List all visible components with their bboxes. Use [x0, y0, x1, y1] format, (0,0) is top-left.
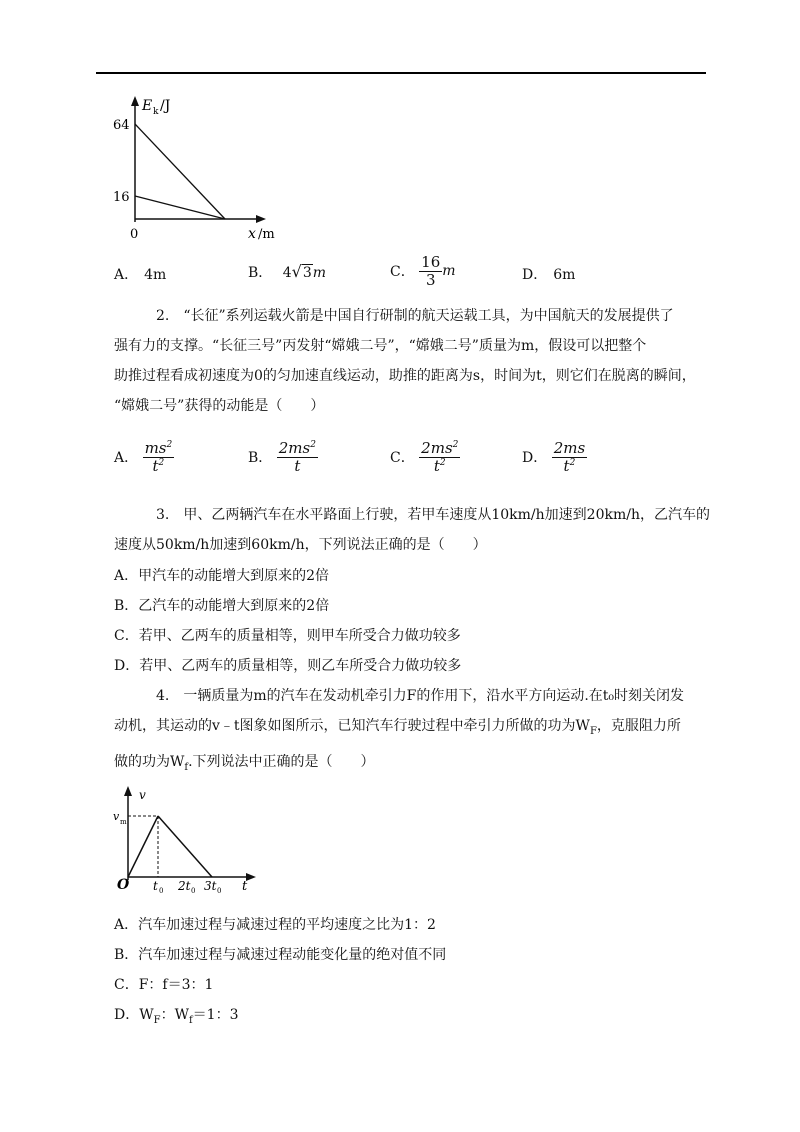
q4-origin: O — [117, 877, 130, 893]
q1-y-label: E — [142, 98, 153, 114]
q1-y-label-unit: /J — [160, 98, 171, 114]
q1-x-label: x — [248, 226, 256, 242]
q1-option-b: B． 4√3m — [248, 262, 327, 281]
q4-x-label: t — [242, 879, 248, 894]
q3-options — [114, 561, 714, 681]
q1-option-a: A． 4m — [114, 267, 167, 283]
q4-t0-label: t — [153, 879, 158, 893]
header-rule — [96, 72, 706, 74]
q4-vm-sub: m — [120, 818, 127, 826]
q4-v-t-graph — [110, 782, 270, 894]
q2-stem: 2. “长征”系列运载火箭是中国自行研制的航天运载工具，为中国航天的发展提供了 强有力的支撑。“长征三号”丙发射“嫦娥二号”，“嫦娥二号”质量为m，假设可以把整个 助推过程看成初速度为0的匀加速直线运动，助推的距离为s，时间为t，则它们在脱离的瞬间， “嫦娥二号”获得的动能是（ ） — [114, 308, 696, 414]
q1-y-label-sub: k — [153, 107, 159, 117]
q4-y-arrow — [124, 786, 132, 796]
q1-x-label-unit: /m — [258, 227, 275, 242]
q4-x-arrow — [246, 873, 256, 881]
q1-line-16 — [135, 196, 225, 219]
q2-option-c: C． $\frac{2ms^2}{t^2}$ — [390, 439, 459, 475]
q2-option-a: A． $\frac{ms^2}{t^2}$ — [114, 439, 173, 475]
q1-option-c: C． $\frac{16}{3}$ m — [390, 253, 456, 289]
q4-2t0-label: 2t — [178, 879, 191, 893]
q2-option-d: D． $\frac{2ms}{t^2}$ — [522, 439, 586, 475]
q1-y-arrow — [131, 96, 139, 106]
q1-x-arrow — [256, 215, 266, 223]
q1-origin: 0 — [130, 227, 139, 242]
q4-2t0-sub: 0 — [191, 887, 196, 894]
q4-option-a: A．汽车加速过程与减速过程的平均速度之比为1：2 — [114, 917, 436, 933]
q4-accel-line — [128, 816, 158, 877]
q4-decel-line — [158, 816, 212, 877]
q1-ek-x-graph — [110, 92, 300, 242]
q4-y-label: v — [139, 788, 146, 802]
q3-option-d: D．若甲、乙两车的质量相等，则乙车所受合力做功较多 — [114, 658, 462, 674]
q4-vm-label: v — [113, 810, 120, 823]
q3-option-b: B．乙汽车的动能增大到原来的2倍 — [114, 598, 330, 614]
q2-option-b: B． $\frac{2ms^2}{t}$ — [248, 439, 316, 475]
q1-tick-64: 64 — [113, 118, 130, 133]
q1-tick-16: 16 — [113, 190, 130, 205]
q4-option-c: C．F：f＝3：1 — [114, 977, 214, 993]
q4-option-d: D．$W_F$：$W_f=1$：3 — [114, 1007, 239, 1026]
q4-t0-sub: 0 — [159, 887, 164, 894]
q3-option-c: C．若甲、乙两车的质量相等，则甲车所受合力做功较多 — [114, 628, 461, 644]
q4-option-b: B．汽车加速过程与减速过程动能变化量的绝对值不同 — [114, 947, 447, 963]
q4-options — [114, 910, 714, 1036]
q1-option-d: D． 6m — [522, 267, 576, 283]
q3-option-a: A．甲汽车的动能增大到原来的2倍 — [114, 568, 330, 584]
q1-line-64 — [135, 124, 225, 219]
q4-stem: 4. 一辆质量为m的汽车在发动机牵引力F的作用下，沿水平方向运动.在t₀时刻关闭发 动机，其运动的v﹣t图象如图所示，已知汽车行驶过程中牵引力所做的功为$W_F$，克服阻力所 做的功为$W_f$.下列说法中正确的是（ ） — [114, 688, 685, 773]
q3-stem: 3. 甲、乙两辆汽车在水平路面上行驶，若甲车速度从10km/h加速到20km/h，乙汽车的 速度从50km/h加速到60km/h，下列说法正确的是（ ） — [114, 507, 710, 553]
q4-3t0-sub: 0 — [217, 887, 222, 894]
q4-3t0-label: 3t — [204, 879, 217, 893]
